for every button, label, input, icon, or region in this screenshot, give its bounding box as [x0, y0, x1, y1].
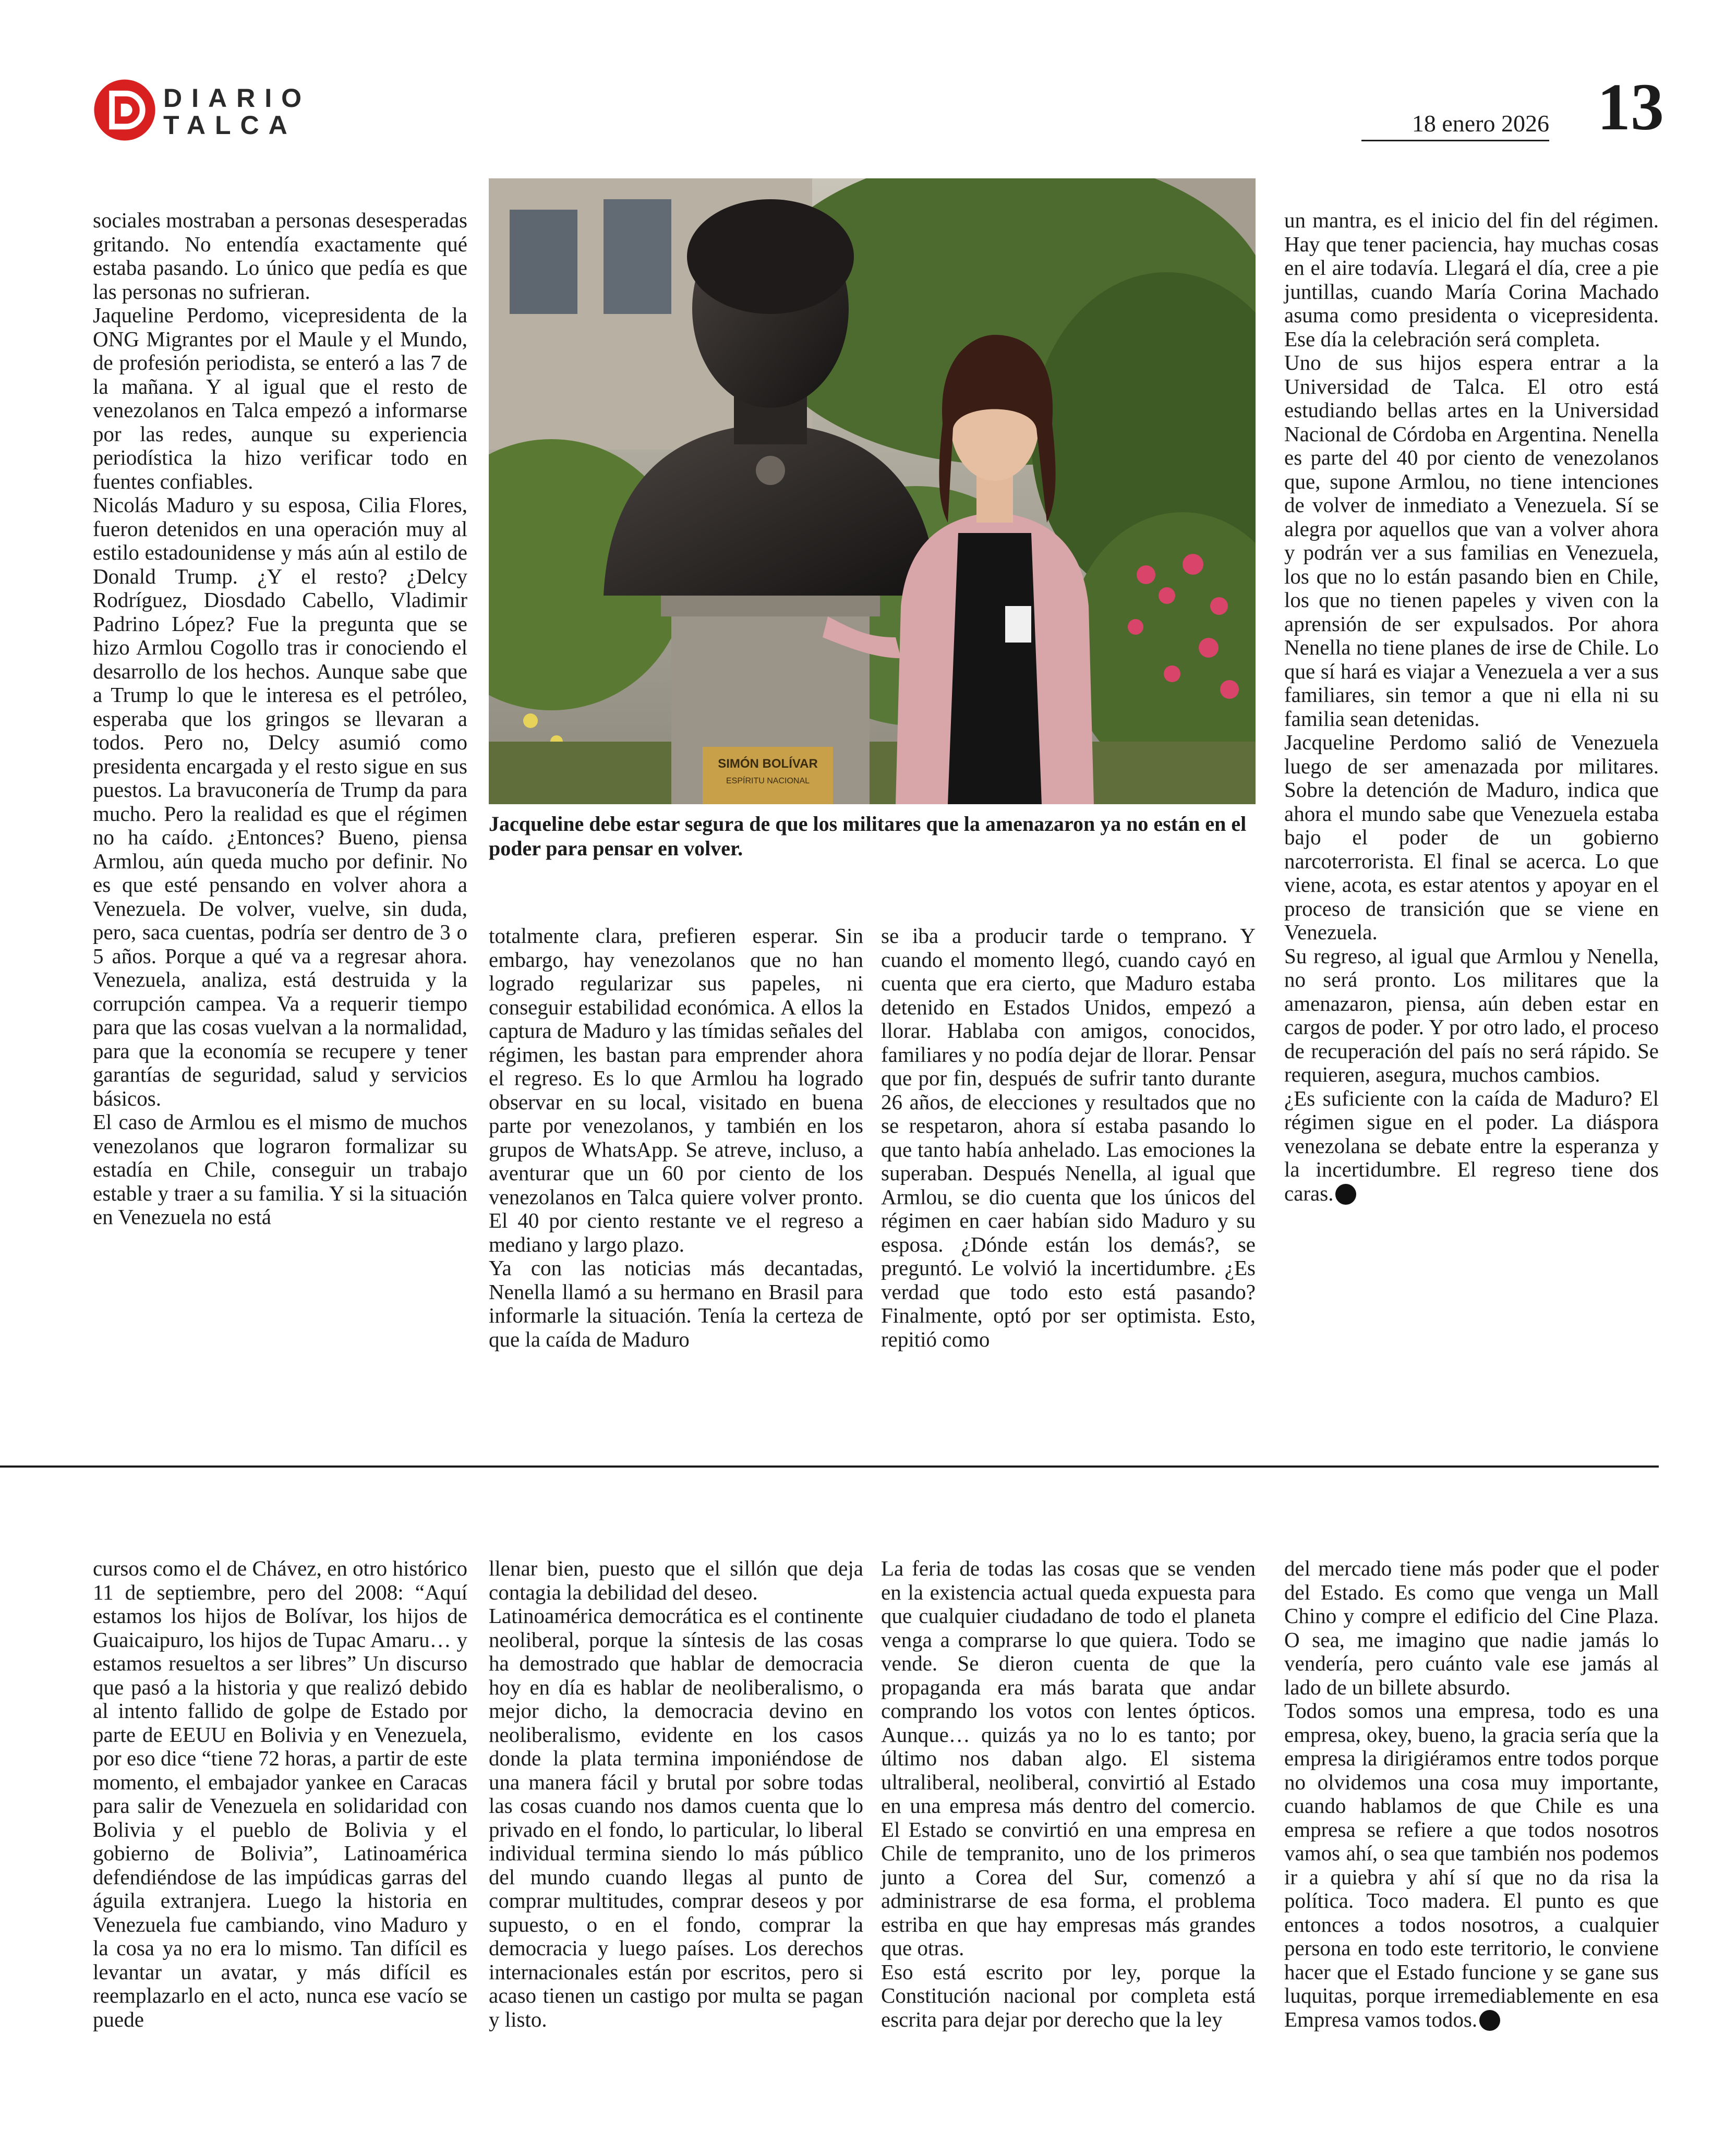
bottom-column-1 — [93, 1557, 467, 2031]
paragraph: del mercado tiene más poder que el poder del Estado. Es como que venga un Mall Chino y compre el edificio del Cine Plaza. O sea, me imagino que nadie jamás lo vendería, pero cuánto vale ese jamás al lado de un billete absurdo. — [1284, 1556, 1659, 1699]
logo-line-1: DIARIO — [163, 83, 311, 113]
bottom-column-2 — [489, 1557, 863, 2031]
paragraph: Latinoamérica democrática es el continente neoliberal, porque la síntesis de las cosas ha demostrado que hablar de democracia hoy en día es hablar de neoliberalismo, o mejor dicho, la democracia devino en neoliberalismo, evidente en los casos donde la plata termina imponiéndose de una manera fácil y brutal por sobre todas las cosas cuando nos damos cuenta que lo privado en el fondo, lo particular, lo liberal individual termina siendo lo más público del mundo cuando llegas al punto de comprar multitudes, comprar deseos y por supuesto, o en el fondo, comprar la democracia y luego países. Los derechos internacionales están por escritos, pero si acaso tienen un castigo por multa se pagan y listo. — [489, 1604, 863, 2031]
section-divider — [0, 1465, 1659, 1468]
logo-wordmark — [163, 84, 311, 139]
top-column-1 — [93, 209, 467, 1229]
paragraph: La feria de todas las cosas que se venden en la existencia actual queda expuesta para que cualquier ciudadano de todo el planeta venga a comprarse lo que quiera. Todo se vende. Se dieron cuenta de que la propaganda era más barata que andar comprando los votos con lentes ópticos. Aunque… quizás ya no lo es tanto; por último nos daban algo. El sistema ultraliberal, neoliberal, convirtió al Estado en una empresa más dentro del comercio. El Estado se convirtió en una empresa en Chile de tempranito, uno de los primeros junto a Corea del Sur, comenzó a administrarse de esa forma, el problema estriba en que hay empresas más grandes que otras. — [881, 1556, 1256, 1960]
article-photo — [489, 178, 1256, 804]
paragraph: totalmente clara, prefieren esperar. Sin embargo, hay venezolanos que no han logrado regularizar sus papeles, ni conseguir estabilidad económica. A ellos la captura de Maduro y las tímidas señales del régimen, les bastan para emprender ahora el regreso. Es lo que Armlou ha logrado observar en su local, visitado en buena parte por venezolanos, y también en los grupos de WhatsApp. Se atreve, incluso, a aventurar que un 60 por ciento de los venezolanos en Talca quiere volver pronto. El 40 por ciento restante ve el regreso a mediano y largo plazo. — [489, 924, 863, 1256]
end-of-article-icon — [1479, 2010, 1500, 2031]
paragraph: llenar bien, puesto que el sillón que deja contagia la debilidad del deseo. — [489, 1556, 863, 1604]
issue-date: 18 enero 2026 — [1412, 110, 1549, 137]
top-column-3 — [881, 924, 1256, 1351]
diario-talca-logo-icon — [93, 78, 156, 142]
paragraph: Jaqueline Perdomo, vicepresidenta de la ONG Migrantes por el Maule y el Mundo, de profesión periodista, se enteró a las 7 de la mañana. Y al igual que el resto de venezolanos en Talca empezó a informarse por las redes, aunque su experiencia periodística la hizo verificar todo en fuentes confiables. — [93, 303, 467, 493]
paragraph: cursos como el de Chávez, en otro histórico 11 de septiembre, pero del 2008: “Aquí estamos los hijos de Bolívar, los hijos de Guaicaipuro, los hijos de Tupac Amaru… y estamos resueltos a ser libres” Un discurso que pasó a la historia y que realizó debido al intento fallido de golpe de Estado por parte de EEUU en Bolivia y en Venezuela, por eso dice “tiene 72 horas, a partir de este momento, el embajador yankee en Caracas para salir de Venezuela en solidaridad con Bolivia y el pueblo de Bolivia y el gobierno de Bolivia”, Latinoamérica defendiéndose de las impúdicas garras del águila extranjera. Luego la historia en Venezuela fue cambiando, vino Maduro y la cosa ya no era lo mismo. Tan difícil es levantar un avatar, y más difícil es reemplazarlo en el acto, nunca ese vacío se puede — [93, 1556, 467, 2031]
paragraph: se iba a producir tarde o temprano. Y cuando el momento llegó, cuando cayó en cuenta que era cierto, que Maduro estaba detenido en Estados Unidos, empezó a llorar. Hablaba con amigos, conocidos, familiares y no podía dejar de llorar. Pensar que por fin, después de sufrir tanto durante 26 años, de elecciones y resultados que no se respetaron, ahora sí estaba pasando lo que tanto había anhelado. Las emociones la superaban. Después Nenella, al igual que Armlou, se dio cuenta que los únicos del régimen en caer habían sido Maduro y su esposa. ¿Dónde están los demás?, se preguntó. Le volvió la incertidumbre. ¿Es verdad que todo esto está pasando? Finalmente, optó por ser optimista. Esto, repitió como — [881, 924, 1256, 1351]
plaque-text: SIMÓN BOLÍVAR — [718, 757, 818, 771]
paragraph: Ya con las noticias más decantadas, Nenella llamó a su hermano en Brasil para informarle la situación. Tenía la certeza de que la caída de Maduro — [489, 1256, 863, 1351]
logo-line-2: TALCA — [163, 111, 297, 140]
paragraph-text: Todos somos una empresa, todo es una empresa, okey, bueno, la gracia sería que la empresa la dirigiéramos entre todos porque no olvidemos una cosa muy importante, cuando hablamos de que Chile es una empresa se refiere a que todos nosotros vamos ahí, o sea que también nos podemos ir a quiebra y ahí sí que no da risa la política. Toco madera. El punto es que entonces a todos nosotros, a cualquier persona en todo este territorio, le conviene hacer que el Estado funcione y se gane sus luquitas, porque irremediablemente en esa Empresa vamos todos. — [1284, 1699, 1659, 2031]
bottom-column-3 — [881, 1557, 1256, 2031]
logo — [93, 78, 312, 146]
paragraph: El caso de Armlou es el mismo de muchos venezolanos que lograron formalizar su estadía en Chile, conseguir un trabajo estable y traer a su familia. Y si la situación en Venezuela no está — [93, 1110, 467, 1229]
photo-bust-woman-icon — [489, 178, 1256, 804]
plaque-subtext: ESPÍRITU NACIONAL — [726, 777, 810, 785]
paragraph: Nicolás Maduro y su esposa, Cilia Flores, fueron detenidos en una operación muy al estilo estadounidense y más aún al estilo de Donald Trump. ¿Y el resto? ¿Delcy Rodríguez, Diosdado Cabello, Vladimir Padrino López? Fue la pregunta que se hizo Armlou Cogollo tras ir conociendo el desarrollo de los hechos. Aunque sabe que a Trump lo que le interesa es el petróleo, esperaba que los gringos se llevaran a todos. Pero no, Delcy asumió como presidenta encargada y el resto sigue en sus puestos. La bravuconería de Trump da para mucho. Pero la realidad es que el régimen no ha caído. ¿Entonces? Bueno, piensa Armlou, aún queda mucho por definir. No es que esté pensando en volver ahora a Venezuela. De volver, vuelve, sin duda, pero, saca cuentas, podría ser dentro de 3 o 5 años. Porque a qué va a regresar ahora. Venezuela, analiza, está destruida y la corrupción campea. Va a requerir tiempo para que las cosas vuelvan a la normalidad, para que la economía se recupere y tener garantías de seguridad, salud y servicios básicos. — [93, 493, 467, 1110]
top-column-2 — [489, 924, 863, 1351]
photo-caption: Jacqueline debe estar segura de que los militares que la amenazaron ya no están en el poder para pensar en volver. — [489, 812, 1247, 860]
bottom-column-4 — [1284, 1557, 1659, 2031]
date-underline — [1361, 140, 1549, 141]
page-number: 13 — [1597, 70, 1664, 144]
paragraph: Su regreso, al igual que Armlou y Nenella, no será pronto. Los militares que la amenazaron, piensa, aún deben estar en cargos de poder. Y por otro lado, el proceso de recuperación del país no será rápido. Se requieren, asegura, muchos cambios. — [1284, 943, 1659, 1086]
paragraph: Eso está escrito por ley, porque la Constitución nacional por completa está escrita para dejar por derecho que la ley — [881, 1959, 1256, 2031]
end-of-article-icon — [1335, 1184, 1356, 1205]
paragraph: un mantra, es el inicio del fin del régimen. Hay que tener paciencia, hay muchas cosas en el aire todavía. Llegará el día, cree a pie juntillas, cuando María Corina Machado asuma como presidenta o vicepresidenta. Ese día la celebración será completa. — [1284, 208, 1659, 351]
paragraph: sociales mostraban a personas desesperadas gritando. No entendía exactamente qué estaba pasando. Lo único que pedía es que las personas no sufrieran. — [93, 208, 467, 304]
paragraph-last — [1284, 1087, 1659, 1206]
top-column-4 — [1284, 209, 1659, 1205]
paragraph-text: ¿Es suficiente con la caída de Maduro? El régimen sigue en el poder. La diáspora venezolana se debate entre la esperanza y la incertidumbre. El regreso tiene dos caras. — [1284, 1086, 1659, 1205]
paragraph-last — [1284, 1699, 1659, 2031]
paragraph: Uno de sus hijos espera entrar a la Universidad de Talca. El otro está estudiando bellas artes en la Universidad Nacional de Córdoba en Argentina. Nenella es parte del 40 por ciento de venezolanos que, supone Armlou, no tiene intenciones de volver de inmediato a Venezuela. Sí se alegra por aquellos que van a volver ahora y podrán ver a sus familias en Venezuela, los que no lo están pasando bien en Chile, los que no tienen papeles y viven con la aprensión de ser expulsados. Por ahora Nenella no tiene planes de irse de Chile. Lo que sí hará es viajar a Venezuela a ver a sus familiares, sin temor a que ni ella ni su familia sean detenidas. — [1284, 350, 1659, 731]
paragraph: Jacqueline Perdomo salió de Venezuela luego de ser amenazada por militares. Sobre la detención de Maduro, indica que ahora el mundo sabe que Venezuela estaba bajo el poder de un gobierno narcoterrorista. El final se acerca. Lo que viene, acota, es estar atentos y apoyar en el proceso de transición que se viene en Venezuela. — [1284, 730, 1659, 944]
